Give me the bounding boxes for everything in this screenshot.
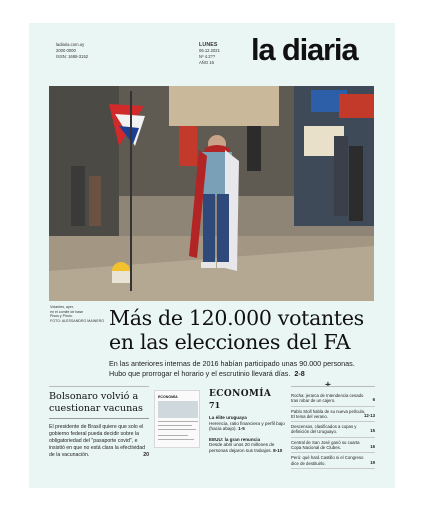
story-body xyxy=(49,424,149,459)
newspaper-front-page xyxy=(29,23,395,488)
brief-text: Rocha: jerarca de Intendencia cesado tras robar de un cajero. xyxy=(291,393,364,404)
page-ref: 2-8 xyxy=(294,368,305,378)
economia-section[interactable] xyxy=(209,389,287,454)
website-text: ladiaria.com.uy xyxy=(56,42,85,47)
edition-number: Nº 4.2?? xyxy=(199,54,216,59)
bolsonaro-story[interactable] xyxy=(49,391,149,459)
lead-subhead xyxy=(109,359,377,378)
page-ref: 12-13 xyxy=(364,412,375,418)
page-ref: 20 xyxy=(143,452,149,458)
caption-line: Pisos y Pirulo. xyxy=(50,314,73,319)
brief-text: Perú: qué hará Castillo si el Congreso dice de destituirlo. xyxy=(291,455,364,466)
brief-text: Descensos, clasificados a copas y definición del Uruguayo. xyxy=(291,424,357,435)
brief-item[interactable] xyxy=(291,453,375,469)
thumbnail-line xyxy=(158,421,198,422)
caption-line: en el comité de base xyxy=(50,309,84,314)
date: 06.12.2021 xyxy=(199,48,220,53)
divider xyxy=(291,386,375,387)
headline-line: Más de 120.000 votantes xyxy=(109,306,364,330)
thumbnail-label: ECONOMÍA xyxy=(158,395,178,399)
thumbnail-line xyxy=(158,429,196,430)
brief-item[interactable] xyxy=(291,422,375,438)
issn-text: ISSN: 1688-3152 xyxy=(56,54,89,59)
economia-item[interactable] xyxy=(209,415,287,432)
logo: la diaria xyxy=(251,32,358,67)
item-heading: La élite uruguaya xyxy=(209,415,247,420)
lead-photo xyxy=(49,86,374,301)
briefs-list xyxy=(291,391,375,469)
section-page: 71 xyxy=(209,400,221,410)
headline-line: en las elecciones del FA xyxy=(109,330,351,354)
lead-headline[interactable] xyxy=(109,306,379,354)
weekday: LUNES xyxy=(199,42,218,48)
masthead-date xyxy=(199,42,220,66)
page-ref: 6 xyxy=(372,397,375,403)
brief-item[interactable] xyxy=(291,391,375,407)
page-ref: 19 xyxy=(370,459,375,465)
subhead-line: En las anteriores internas de 2016 habían participado unas 90.000 personas. xyxy=(109,359,355,368)
economia-supplement-thumbnail[interactable] xyxy=(154,390,200,448)
item-text: Herencia, ratio financiera y perfil bajo (hacia abajo). xyxy=(209,420,285,432)
page-ref: 15 xyxy=(370,428,375,434)
thumbnail-line xyxy=(158,425,192,426)
thumbnail-image xyxy=(158,401,198,418)
photo-caption xyxy=(50,305,110,323)
brief-text: Pablo Stoll habla de su nueva película, El tema del verano. xyxy=(291,408,366,419)
economia-item[interactable] xyxy=(209,437,287,454)
item-text: Desde abril unos 20 millones de personas dejaron sus trabajos. xyxy=(209,442,275,453)
divider xyxy=(49,386,149,387)
page-ref: 16 xyxy=(370,444,375,450)
item-heading: EEUU: la gran renuncia xyxy=(209,436,261,442)
story-title: Bolsonaro volvió a cuestionar vacunas xyxy=(49,391,149,419)
subhead-line: Hubo que prorrogar el horario y el escrutinio llevará días. xyxy=(109,368,291,378)
thumbnail-line xyxy=(158,439,194,440)
section-title: ECONOMÍA xyxy=(209,389,272,399)
brief-item[interactable] xyxy=(291,407,375,423)
thumbnail-line xyxy=(158,435,188,436)
phone-text: 2000 0000 xyxy=(56,48,76,53)
page-ref: 8-10 xyxy=(273,447,283,453)
story-text: El presidente de Brasil quiere que solo el gobierno federal pueda decidir sobre la obligatoriedad del "pasaporte covid", e insistió en que no está clara la efectividad de la vacunación. xyxy=(49,424,146,458)
brief-item[interactable] xyxy=(291,438,375,454)
brief-text: Central de San José ganó su cuarta Copa Nacional de Clubes. xyxy=(291,439,360,451)
year-number: AÑO 16 xyxy=(199,60,214,65)
masthead-info xyxy=(56,42,88,60)
caption-line: Votantes, ayer, xyxy=(50,305,74,309)
photo-credit: FOTO: ALESSANDRO MAINERO xyxy=(50,318,105,323)
page-ref: 1-5 xyxy=(238,426,245,432)
